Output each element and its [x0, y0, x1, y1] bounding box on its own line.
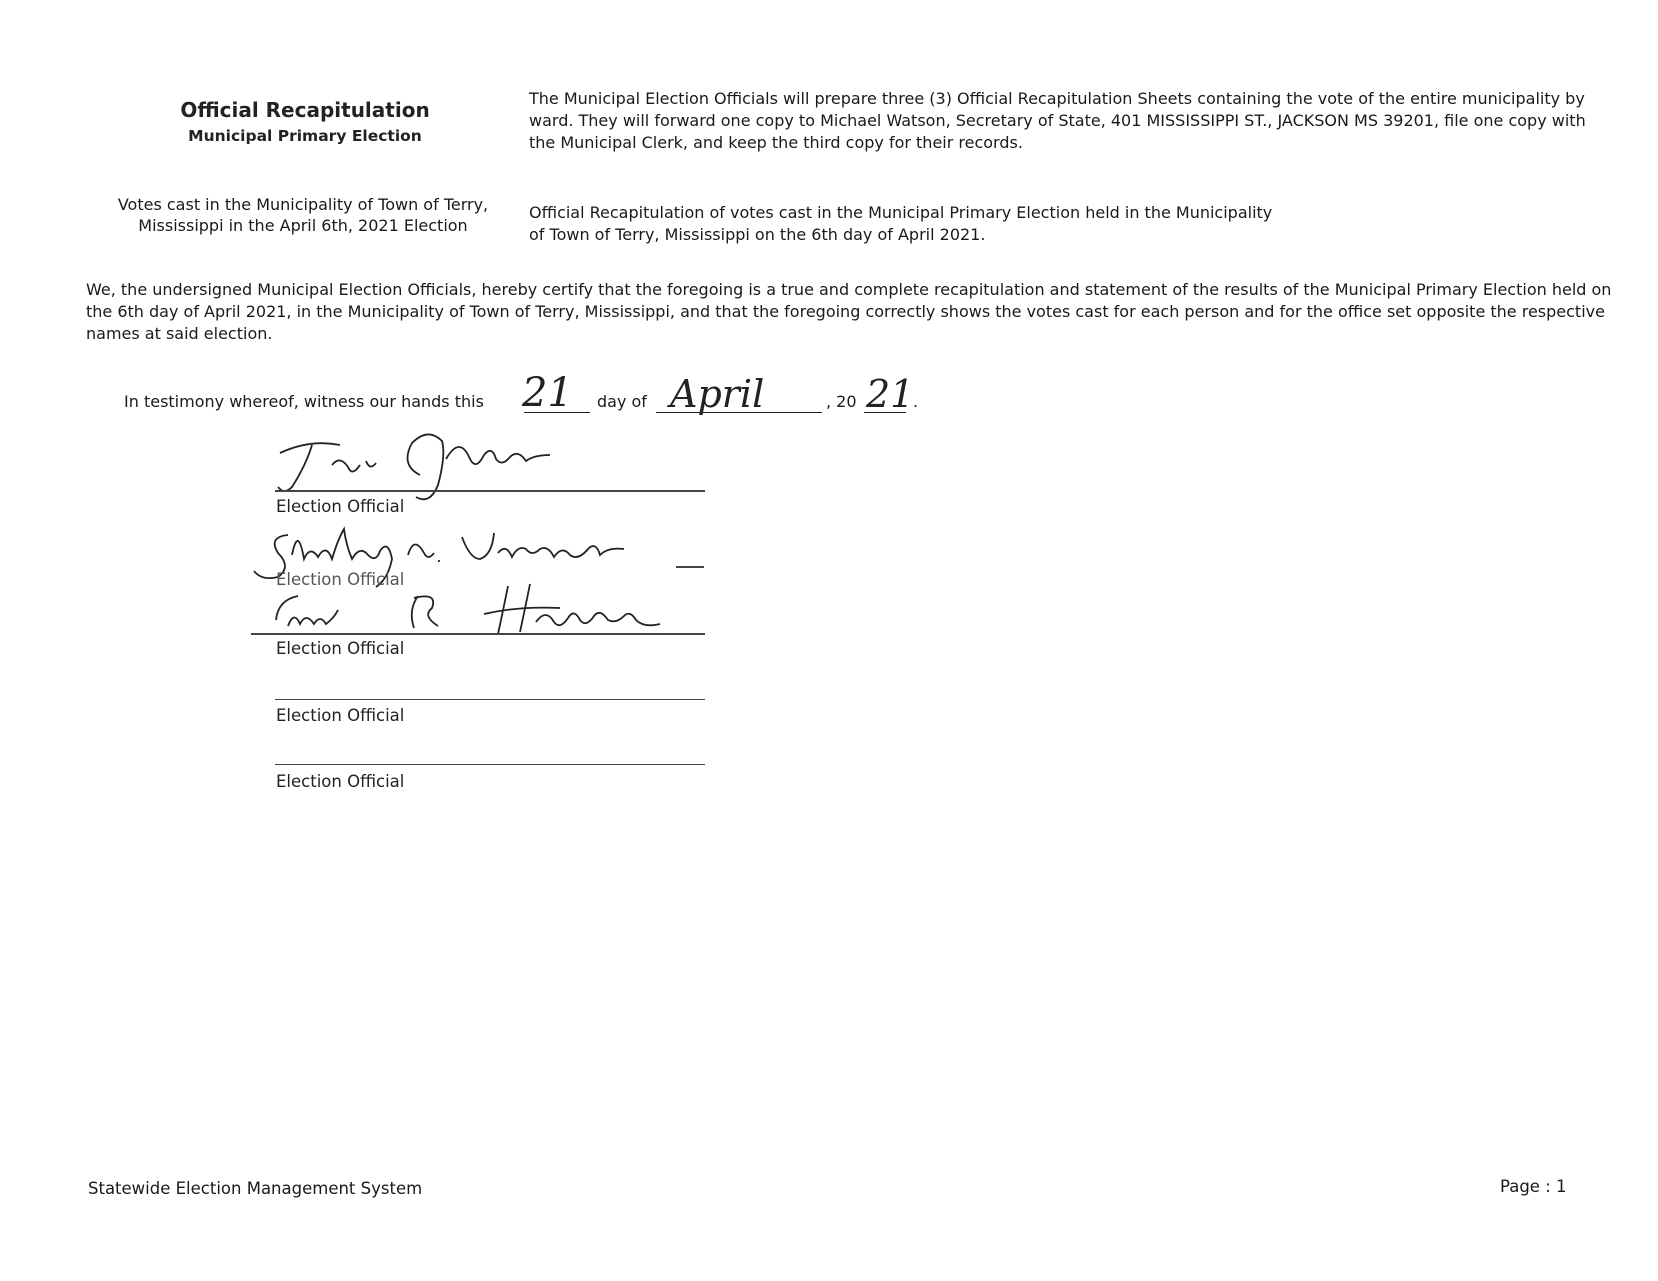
day-of-label: day of: [597, 392, 647, 411]
month-handwritten: April: [670, 372, 765, 416]
signature-official-3: [268, 580, 688, 640]
document-title: Official Recapitulation: [180, 98, 430, 122]
testimony-period: .: [913, 392, 919, 411]
testimony-line: [124, 392, 484, 411]
official-label-2: Election Official: [276, 570, 405, 589]
signature-official-1: [270, 425, 590, 505]
certification-paragraph: We, the undersigned Municipal Election Officials, hereby certify that the foregoing is a true and complete recapitulation and statement of the results of the Municipal Primary Election held on the 6th day of April 2021, in the Municipality of Town of Terry, Mississippi, and that the foregoing correctly shows the votes cast for each person and for the office set opposite the respective names at said election.: [86, 280, 1612, 343]
testimony-prefix: In testimony whereof, witness our hands this: [124, 392, 484, 411]
footer-page-number: Page : 1: [1500, 1177, 1567, 1196]
year-handwritten: 21: [866, 372, 915, 416]
official-label-5: Election Official: [276, 772, 405, 791]
year-prefix: , 20: [826, 392, 857, 411]
day-handwritten: 21: [522, 370, 573, 416]
recap-description: Official Recapitulation of votes cast in the Municipal Primary Election held in the Municipality of Town of Terry, Mississippi on the 6th day of April 2021.: [529, 203, 1273, 244]
official-label-4: Election Official: [276, 706, 405, 725]
votes-cast-line-2: Mississippi in the April 6th, 2021 Election: [138, 216, 468, 235]
signature-line-1: [275, 490, 705, 492]
official-label-1: Election Official: [276, 497, 405, 516]
signature-line-2-tail: [676, 566, 704, 568]
votes-cast-line-1: Votes cast in the Municipality of Town of Terry,: [117, 195, 489, 214]
signature-line-4: [275, 699, 705, 700]
document-subtitle: Municipal Primary Election: [188, 127, 422, 145]
official-label-3: Election Official: [276, 639, 405, 658]
instructions-paragraph: The Municipal Election Officials will prepare three (3) Official Recapitulation Sheets containing the vote of the entire municipality by ward. They will forward one copy to Michael Watson, Secretary of State, 401 MISSISSIPPI ST., JACKSON MS 39201, file one copy with the Municipal Clerk, and keep the third copy for their records.: [529, 89, 1586, 152]
signature-line-3: [251, 633, 705, 635]
votes-cast-heading: [88, 194, 518, 236]
signature-line-5: [275, 764, 705, 765]
footer-system-name: Statewide Election Management System: [88, 1179, 423, 1198]
